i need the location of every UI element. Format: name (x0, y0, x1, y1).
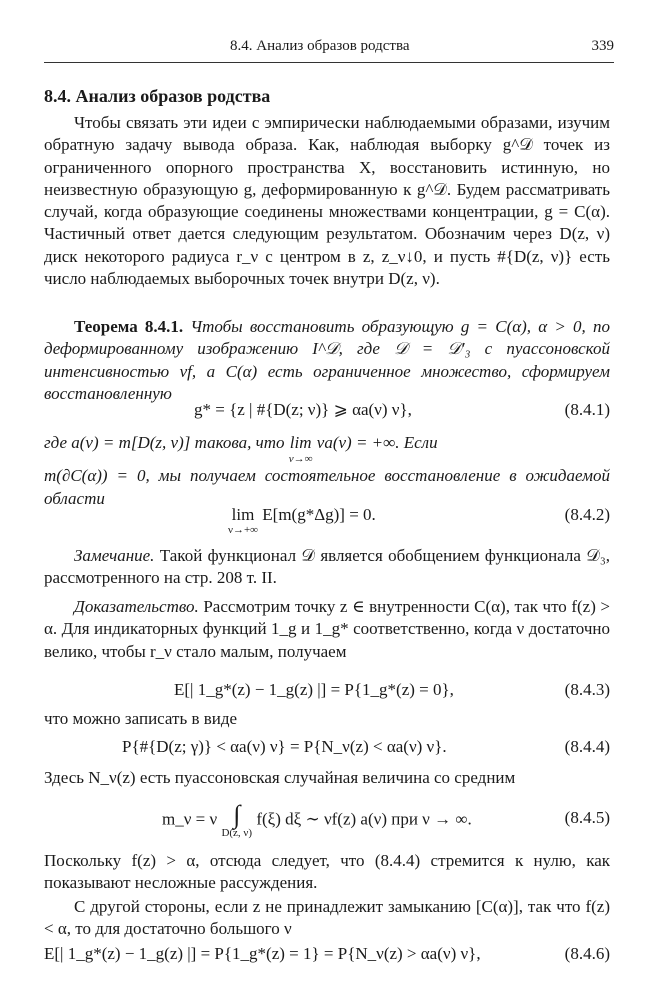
equation-lhs: m_ν = ν (162, 809, 222, 829)
limit-operator (228, 505, 258, 536)
equation-number: (8.4.4) (564, 737, 610, 756)
lim-label: lim (231, 505, 255, 524)
where-text-post: νa(ν) = +∞. Если (312, 433, 438, 452)
where-clause (44, 432, 610, 510)
theorem-label: Теорема 8.4.1. (74, 317, 184, 336)
proof-text: Рассмотрим точку z ∈ внутренности C(α), так что f(z) > α. Для индикаторных функций 1_g и 1_g* соответственно, когда ν достаточно велико, чтобы r_ν стало малым, получаем (44, 597, 610, 661)
where-text: где a(ν) = m[D(z, ν)] такова, что (44, 433, 289, 452)
proof-block (44, 596, 610, 663)
equation-formula: E[| 1_g*(z) − 1_g(z) |] = P{1_g*(z) = 0}, (174, 680, 454, 699)
equation-number: (8.4.3) (564, 680, 610, 699)
running-header (44, 38, 614, 62)
section-title: 8.4. Анализ образов родства (44, 86, 271, 106)
poisson-text: Здесь N_ν(z) есть пуассоновская случайная величина со средним (44, 768, 516, 787)
integral-subscript: D(z, ν) (221, 827, 253, 839)
equation-number: (8.4.6) (564, 944, 610, 963)
equation-number: (8.4.5) (564, 808, 610, 827)
lim-subscript: ν→∞ (288, 453, 313, 466)
theorem-text: Чтобы восстановить образующую g = C(α), α > 0, по деформированному изображению I^𝒟, где 𝒟 = 𝒟′₃ с пуассоновской интенсивностью νf, а C(α) есть ограниченное множество, сформируем восстановленную (44, 317, 610, 403)
limit-operator (289, 432, 313, 465)
integral-sign: ∫ D(z, ν) (221, 800, 253, 839)
lim-label: lim (289, 433, 312, 452)
remark-label: Замечание. (74, 546, 155, 565)
equation-formula: g* = {z | #{D(z; ν)} ⩾ αa(ν) ν}, (194, 400, 412, 419)
equation-formula (228, 505, 376, 536)
equation-8-4-5 (44, 800, 610, 842)
header-rule (44, 62, 614, 63)
paragraph-intro: Чтобы связать эти идеи с эмпирически наблюдаемыми образами, изучим обратную задачу вывода образа. Как, наблюдая выборку g^𝒟 точек из ограниченного опорного пространства X, восстановить истинную, но неизвестную образующую g, деформированную к g^𝒟. Будем рассматривать случай, когда образующие соединены множествами концентрации, g = C(α). Частичный ответ дается следующим результатом. Обозначим через D(z, ν) диск некоторого радиуса r_ν с центром в z, z_ν↓0, и пусть #{D(z, ν)} есть число наблюдаемых выборочных точек внутри D(z, ν). (44, 113, 610, 289)
proof-label: Доказательство. (74, 597, 199, 616)
lim-subscript: ν→+∞ (228, 524, 259, 536)
equation-8-4-2 (44, 505, 610, 536)
page-number: 339 (591, 38, 614, 54)
equation-rhs: f(ξ) dξ ∼ νf(z) a(ν) при ν → ∞. (252, 809, 472, 829)
equation-number: (8.4.2) (564, 505, 610, 524)
paragraph-since: Поскольку f(z) > α, отсюда следует, что (8.4.4) стремится к нулю, как показывают несложные рассуждения. (44, 851, 610, 893)
running-head: 8.4. Анализ образов родства (230, 38, 410, 54)
equation-number: (8.4.1) (564, 400, 610, 419)
remark-text: Такой функционал 𝒟 является обобщением функционала 𝒟₃, рассмотренного на стр. 208 т. II. (44, 546, 610, 588)
paragraph-other-side: С другой стороны, если z не принадлежит замыканию [C(α)], так что f(z) < α, то для достаточно большого ν (44, 897, 610, 939)
where-text-line2: m(∂C(α)) = 0, мы получаем состоятельное восстановление в ожидаемой области (44, 466, 610, 508)
transition-text: что можно записать в виде (44, 709, 238, 728)
equation-formula: P{#{D(z; γ)} < αa(ν) ν} = P{N_ν(z) < αa(ν) ν}. (122, 737, 447, 756)
equation-expression: E[m(g*Δg)] = 0. (258, 505, 376, 524)
theorem-block (44, 316, 610, 405)
equation-formula (162, 802, 472, 839)
equation-formula: E[| 1_g*(z) − 1_g(z) |] = P{1_g*(z) = 1} = P{N_ν(z) > αa(ν) ν}, (44, 944, 481, 963)
remark-block (44, 545, 610, 590)
equation-8-4-1 (44, 400, 610, 426)
equation-8-4-4 (44, 737, 610, 763)
equation-8-4-3 (44, 680, 610, 706)
equation-8-4-6 (44, 944, 610, 970)
